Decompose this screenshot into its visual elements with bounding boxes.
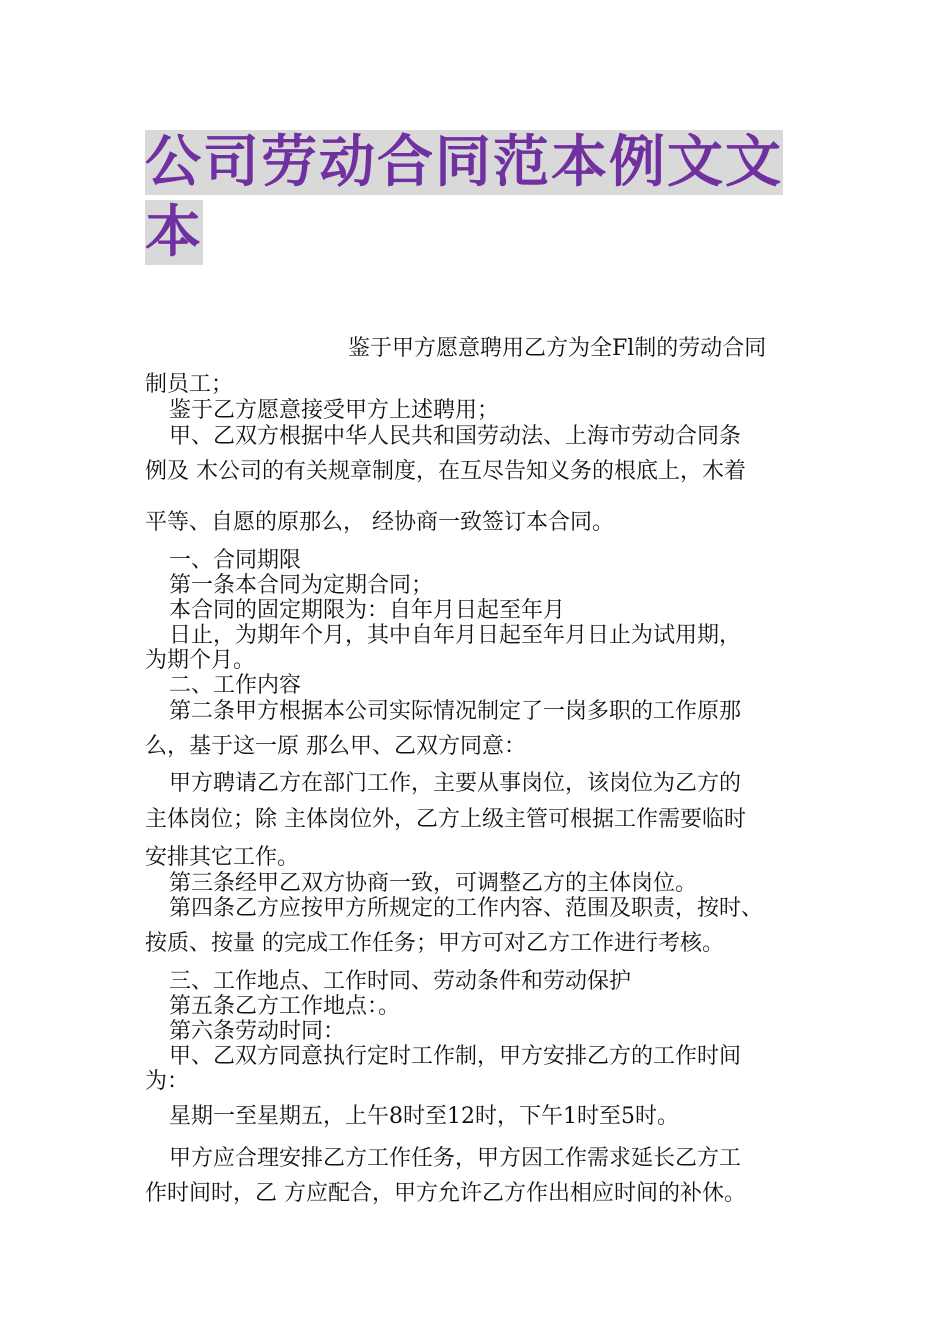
body-line: 日止，为期年个月，其中自年月日起至年月日止为试用期， bbox=[169, 623, 742, 648]
body-line: 主体岗位；除 主体岗位外，乙方上级主管可根据工作需要临时 bbox=[145, 807, 746, 832]
document-title-text: 公司劳动合同范本例文文本 bbox=[145, 130, 783, 265]
body-line: 第三条经甲乙双方协商一致，可调整乙方的主体岗位。 bbox=[169, 871, 698, 896]
body-line: 鉴于乙方愿意接受甲方上述聘用； bbox=[169, 398, 500, 423]
body-line: 甲方应合理安排乙方工作任务，甲方因工作需求延长乙方工 bbox=[169, 1146, 742, 1171]
section-heading: 一、合同期限 bbox=[169, 548, 302, 573]
body-line: 为期个月。 bbox=[145, 648, 256, 673]
body-line: 第六条劳动时同： bbox=[169, 1019, 346, 1044]
section-heading: 二、工作内容 bbox=[169, 673, 302, 698]
body-line: 星期一至星期五，上午8时至12时，下午1时至5时。 bbox=[169, 1104, 679, 1129]
body-line: 例及 木公司的有关规章制度，在互尽告知义务的根底上，木着 bbox=[145, 459, 746, 484]
body-line: 为： bbox=[145, 1069, 190, 1094]
body-line: 第一条本合同为定期合同； bbox=[169, 573, 434, 598]
body-line: 平等、自愿的原那么， 经协商一致签订本合同。 bbox=[145, 510, 614, 535]
body-line: 本合同的固定期限为：自年月日起至年月 bbox=[169, 598, 566, 623]
body-line: 制员工； bbox=[145, 372, 234, 397]
body-line: 按质、按量 的完成工作任务；甲方可对乙方工作进行考核。 bbox=[145, 931, 724, 956]
body-line: 甲、乙双方根据中华人民共和国劳动法、上海市劳动合同条 bbox=[169, 424, 742, 449]
body-line: 甲方聘请乙方在部门工作，主要从事岗位，该岗位为乙方的 bbox=[169, 771, 742, 796]
body-line: 安排其它工作。 bbox=[145, 845, 300, 870]
body-line: 甲、乙双方同意执行定时工作制，甲方安排乙方的工作时间 bbox=[169, 1044, 742, 1069]
body-line: 么，基于这一原 那么甲、乙双方同意： bbox=[145, 734, 526, 759]
body-line: 鉴于甲方愿意聘用乙方为全Fl制的劳动合同 bbox=[348, 336, 767, 361]
body-line: 第四条乙方应按甲方所规定的工作内容、范围及职责，按时、 bbox=[169, 896, 764, 921]
body-line: 第五条乙方工作地点：。 bbox=[169, 994, 401, 1019]
section-heading: 三、工作地点、工作时同、劳动条件和劳动保护 bbox=[169, 969, 632, 994]
body-line: 作时间时，乙 方应配合，甲方允许乙方作出相应时间的补休。 bbox=[145, 1181, 746, 1206]
document-title bbox=[145, 128, 810, 268]
body-line: 第二条甲方根据本公司实际情况制定了一岗多职的工作原那 bbox=[169, 699, 742, 724]
